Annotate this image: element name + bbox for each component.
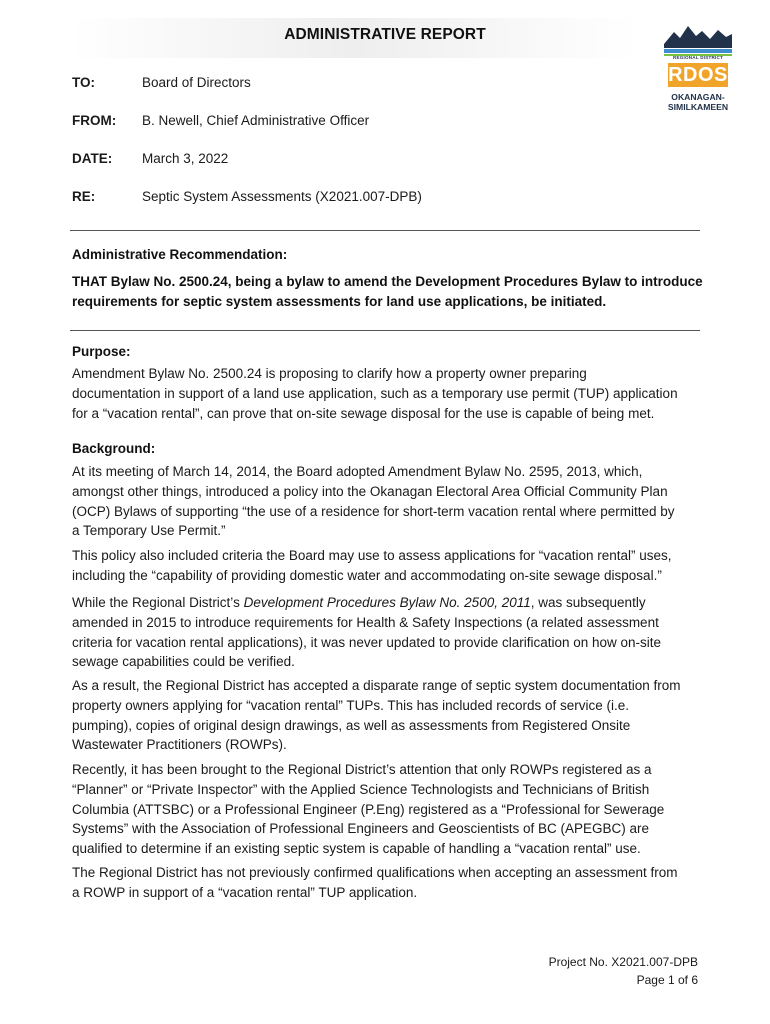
text-line [72,593,712,613]
background-paragraph-6 [72,863,712,903]
text-segment: , was subsequently [530,595,646,610]
to-value: Board of Directors [142,75,251,90]
text-line: This policy also included criteria the Board may use to assess applications for “vacation rental” uses, [72,548,672,563]
from-label: FROM: [72,113,117,128]
recommendation-line: THAT Bylaw No. 2500.24, being a bylaw to amend the Development Procedures Bylaw to introduce [72,274,703,289]
text-line: amended in 2015 to introduce requirements for Health & Safety Inspections (a related assessment [72,614,659,630]
text-line: qualified to determine if an existing septic system is capable of handling a “vacation rental” use. [72,841,641,857]
text-line: Amendment Bylaw No. 2500.24 is proposing to clarify how a property owner preparing [72,366,587,381]
divider [70,230,700,231]
logo-acronym: RDOS [668,64,728,86]
background-paragraph-4 [72,676,712,755]
recommendation-text [72,272,712,312]
to-label: TO: [72,75,95,90]
background-paragraph-5 [72,760,712,859]
bylaw-title: Development Procedures Bylaw No. 2500, 2011 [243,595,531,610]
text-line: Recently, it has been brought to the Regional District’s attention that only ROWPs registered as a [72,762,652,777]
text-line: (OCP) Bylaws of supporting “the use of a residence for short-term vacation rental where permitted by [72,503,675,519]
rdos-logo [662,22,734,124]
text-line: Wastewater Practitioners (ROWPs). [72,737,287,753]
text-line: pumping), copies of original design drawings, as well as assessments from Registered Onsite [72,717,631,733]
background-heading: Background: [72,441,156,456]
footer-page-number: Page 1 of 6 [636,973,698,987]
purpose-text [72,364,712,423]
text-line: amongst other things, introduced a policy into the Okanagan Electoral Area Official Community Plan [72,483,668,499]
text-line: Columbia (ATTSBC) or a Professional Engineer (P.Eng) registered as a “Professional for Sewerage [72,801,665,817]
text-line: a ROWP in support of a “vacation rental” TUP application. [72,884,418,900]
purpose-heading: Purpose: [72,344,131,359]
text-line: property owners applying for “vacation rental” TUPs. This has included records of service (i.e. [72,697,630,713]
text-line: including the “capability of providing domestic water and accommodating on-site sewage disposal.” [72,567,662,583]
logo-name [658,92,738,112]
background-paragraph-1 [72,462,712,541]
background-paragraph-2 [72,546,712,586]
recommendation-line: requirements for septic system assessments for land use applications, be initiated. [72,293,607,309]
date-label: DATE: [72,151,113,166]
divider [70,330,700,331]
text-line: “Planner” or “Private Inspector” with the Applied Science Technologists and Technicians of British [72,781,650,797]
re-label: RE: [72,189,96,204]
text-line: Systems” with the Association of Professional Engineers and Geoscientists of BC (APEGBC) are [72,821,650,837]
text-line: At its meeting of March 14, 2014, the Board adopted Amendment Bylaw No. 2595, 2013, which, [72,464,643,479]
text-line: a Temporary Use Permit.” [72,523,226,539]
re-value: Septic System Assessments (X2021.007-DPB) [142,189,422,204]
text-line: sewage capabilities could be verified. [72,654,295,670]
logo-name-line2: SIMILKAMEEN [667,102,729,112]
mountains-icon [662,22,734,58]
from-value: B. Newell, Chief Administrative Officer [142,113,370,128]
recommendation-heading: Administrative Recommendation: [72,247,288,262]
text-line: The Regional District has not previously confirmed qualifications when accepting an assessment from [72,865,678,880]
text-line: As a result, the Regional District has accepted a disparate range of septic system documentation from [72,678,681,693]
date-value: March 3, 2022 [142,151,229,166]
footer-project-number: Project No. X2021.007-DPB [548,955,698,969]
text-line: for a “vacation rental”, can prove that on-site sewage disposal for the use is capable of being met. [72,405,655,421]
text-segment: While the Regional District’s [72,595,244,610]
logo-name-line1: OKANAGAN- [671,92,725,102]
report-title: ADMINISTRATIVE REPORT [284,26,486,43]
text-line: criteria for vacation rental applications), it was never updated to provide clarification on how on-site [72,634,662,650]
text-line: documentation in support of a land use application, such as a temporary use permit (TUP) application [72,385,678,401]
background-paragraph-3 [72,593,712,672]
logo-district-label: REGIONAL DISTRICT [672,55,724,60]
